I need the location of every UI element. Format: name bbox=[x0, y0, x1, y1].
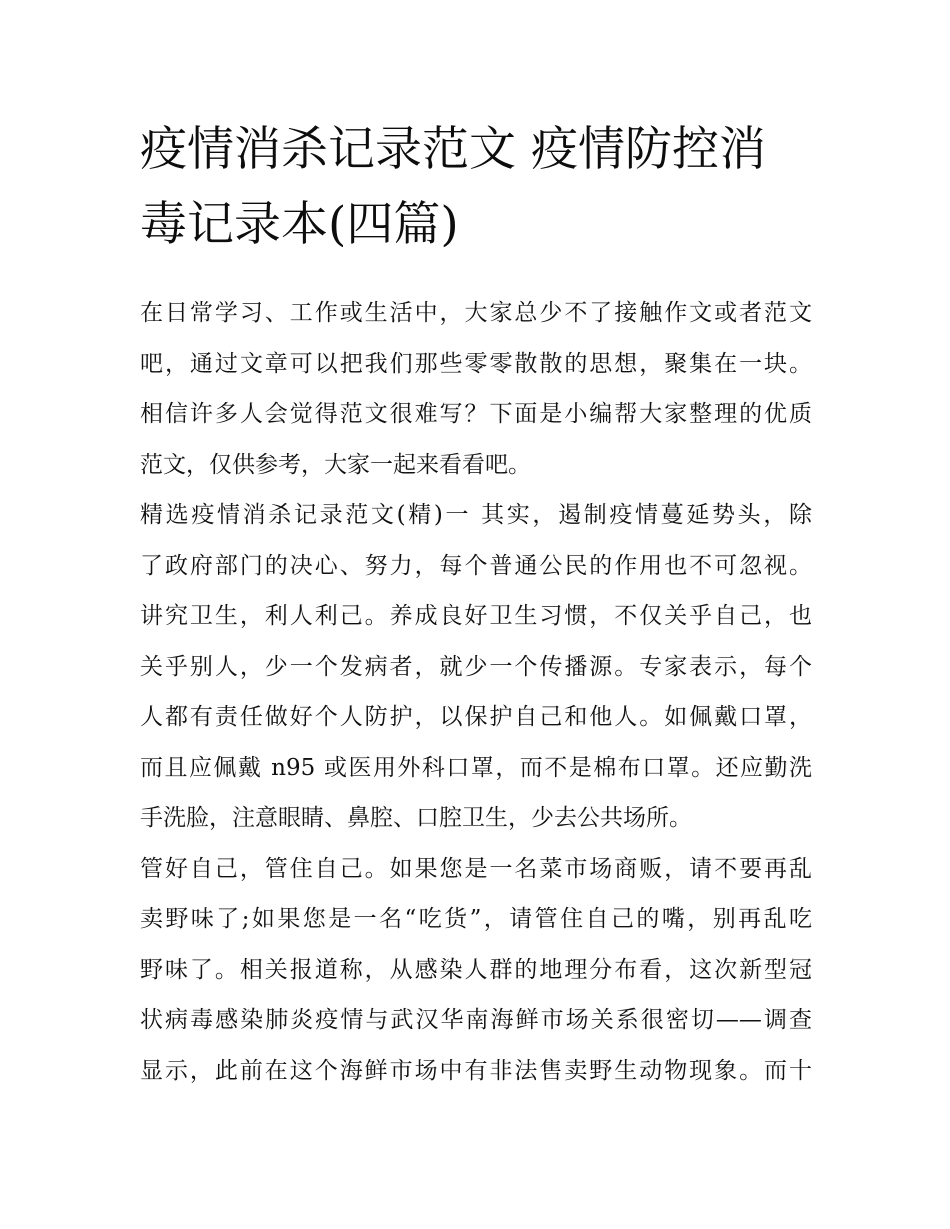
text-line: 吧，通过文章可以把我们那些零零散散的思想，聚集在一块。 bbox=[140, 350, 812, 377]
text-line: 显示，此前在这个海鲜市场中有非法售卖野生动物现象。而十 bbox=[140, 1057, 812, 1084]
text-line: 精选疫情消杀记录范文(精)一 其实，遏制疫情蔓延势头，除 bbox=[140, 502, 812, 528]
text-line: 了政府部门的决心、努力，每个普通公民的作用也不可忽视。 bbox=[140, 552, 812, 579]
text-line: 而且应佩戴 n95 或医用外科口罩，而不是棉布口罩。还应勤洗 bbox=[140, 754, 812, 781]
text-line: 卖野味了;如果您是一名“吃货”，请管住自己的嘴，别再乱吃 bbox=[140, 906, 812, 932]
text-line: 管好自己，管住自己。如果您是一名菜市场商贩，请不要再乱 bbox=[140, 855, 812, 882]
text-line: 人都有责任做好个人防护，以保护自己和他人。如佩戴口罩， bbox=[140, 704, 812, 730]
text-line: 手洗脸，注意眼睛、鼻腔、口腔卫生，少去公共场所。 bbox=[140, 805, 692, 831]
document-content bbox=[140, 112, 812, 1096]
title-line: 毒记录本(四篇) bbox=[140, 197, 459, 252]
title-line: 疫情消杀记录范文 疫情防控消 bbox=[140, 122, 766, 177]
document-body bbox=[140, 288, 812, 1096]
text-line: 状病毒感染肺炎疫情与武汉华南海鲜市场关系很密切——调查 bbox=[140, 1007, 812, 1033]
document-title bbox=[140, 112, 812, 262]
text-line: 关乎别人，少一个发病者，就少一个传播源。专家表示，每个 bbox=[140, 653, 812, 680]
text-line: 讲究卫生，利人利己。养成良好卫生习惯，不仅关乎自己，也 bbox=[140, 603, 812, 629]
text-line: 在日常学习、工作或生活中，大家总少不了接触作文或者范文 bbox=[140, 300, 812, 326]
text-line: 相信许多人会觉得范文很难写？下面是小编帮大家整理的优质 bbox=[140, 401, 812, 427]
text-line: 野味了。相关报道称，从感染人群的地理分布看，这次新型冠 bbox=[140, 956, 812, 983]
text-line: 范文，仅供参考，大家一起来看看吧。 bbox=[140, 451, 531, 478]
